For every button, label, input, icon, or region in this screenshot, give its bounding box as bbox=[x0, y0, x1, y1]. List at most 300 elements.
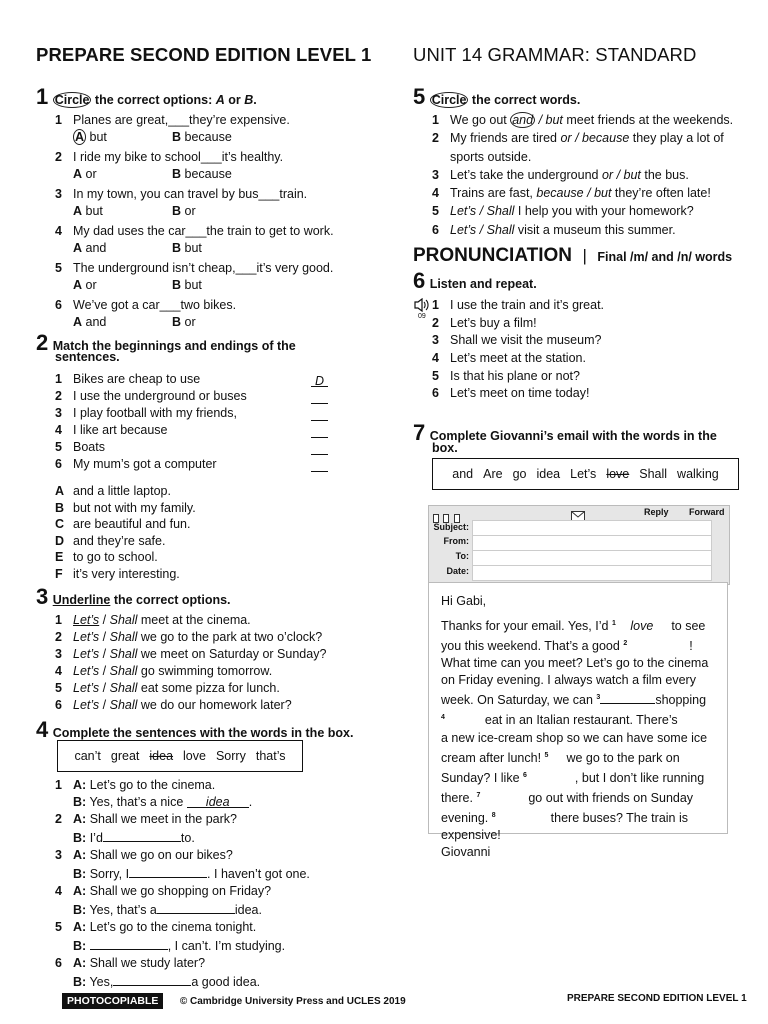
speaker-b: B: bbox=[73, 795, 87, 809]
separator: / bbox=[99, 630, 110, 644]
underline-word: Underline bbox=[52, 593, 111, 607]
email-text: a new ice-cream shop so we can have some ice bbox=[441, 730, 708, 745]
forward-button[interactable]: Forward bbox=[689, 507, 725, 517]
speaker-a: A: bbox=[73, 778, 87, 792]
item-rest: go swimming tomorrow. bbox=[137, 664, 273, 678]
email-line bbox=[441, 635, 715, 655]
box-word: walking bbox=[677, 467, 719, 481]
email-gap[interactable] bbox=[480, 790, 528, 802]
underline-item-3 bbox=[55, 646, 326, 663]
track-number: 09 bbox=[418, 313, 426, 320]
speaker-a: A: bbox=[73, 884, 87, 898]
line-b-start: Sorry, I bbox=[89, 867, 130, 881]
match-item-4 bbox=[55, 422, 345, 439]
option-shall[interactable]: Shall bbox=[109, 613, 138, 627]
dialogue-2-b bbox=[55, 828, 310, 847]
item-rest: we go to the park at two o’clock? bbox=[137, 630, 323, 644]
match-item-2 bbox=[55, 388, 345, 405]
option-a-text: and bbox=[85, 241, 107, 255]
option-letter-b: B bbox=[172, 130, 182, 144]
header-title-left: PREPARE SECOND EDITION LEVEL 1 bbox=[36, 44, 372, 65]
question-text: We’ve got a car___two bikes. bbox=[73, 298, 237, 312]
speaker-b: B: bbox=[73, 939, 87, 953]
line-b-start: I’d bbox=[89, 831, 103, 845]
option-a[interactable]: or bbox=[601, 167, 614, 182]
option-a[interactable]: because bbox=[536, 186, 584, 201]
option-shall[interactable]: Shall bbox=[109, 630, 138, 644]
to-field[interactable] bbox=[472, 550, 712, 566]
speaker-a: A: bbox=[73, 920, 87, 934]
item-number: 3 bbox=[55, 647, 62, 661]
match-item-6 bbox=[55, 456, 345, 473]
pron-text: Shall we visit the museum? bbox=[450, 333, 602, 348]
email-text: Sunday? I like bbox=[441, 770, 520, 785]
line-a: Shall we go on our bikes? bbox=[89, 848, 233, 862]
answer-blank[interactable] bbox=[157, 900, 235, 914]
pronunciation-items bbox=[432, 297, 604, 403]
footer-right: PREPARE SECOND EDITION LEVEL 1 bbox=[567, 993, 747, 1004]
item-pre: Let’s take the underground bbox=[450, 167, 602, 182]
option-b[interactable]: but bbox=[594, 186, 612, 201]
option-a[interactable] bbox=[73, 314, 172, 331]
item-post: meet friends at the weekends. bbox=[562, 113, 734, 127]
ending-text: and they’re safe. bbox=[73, 533, 166, 548]
line-b-end: a good idea. bbox=[191, 975, 261, 989]
option-letter-a: A bbox=[73, 167, 83, 181]
option-b[interactable] bbox=[172, 277, 271, 294]
option-b[interactable]: because bbox=[582, 131, 630, 146]
separator: / bbox=[99, 698, 110, 712]
email-text: week. On Saturday, we can bbox=[441, 693, 593, 708]
answer-blank[interactable] bbox=[311, 458, 328, 472]
separator: / bbox=[99, 613, 110, 627]
answer-blank[interactable] bbox=[129, 864, 207, 878]
item-rest: we do our homework later? bbox=[137, 698, 292, 712]
email-line bbox=[441, 767, 715, 787]
question-text: Planes are great,___they’re expensive. bbox=[73, 113, 290, 127]
item-number: 5 bbox=[432, 204, 439, 219]
underline-item-2 bbox=[55, 629, 326, 646]
email-text: evening. bbox=[441, 811, 489, 826]
header-title-right: UNIT 14 GRAMMAR: STANDARD bbox=[413, 44, 697, 65]
word-box-7 bbox=[432, 458, 739, 490]
option-shall[interactable]: Shall bbox=[109, 681, 138, 695]
email-text: on Friday evening. I always watch a film every bbox=[441, 673, 696, 688]
underline-item-1 bbox=[55, 612, 326, 629]
item-pre: My friends are tired bbox=[450, 131, 561, 146]
option-a[interactable]: Let’s bbox=[450, 204, 477, 219]
match-text: My mum’s got a computer bbox=[73, 457, 217, 471]
item-number: 5 bbox=[432, 368, 439, 383]
section-1-heading bbox=[36, 84, 257, 110]
email-text: expensive! bbox=[441, 828, 501, 843]
email-line bbox=[441, 730, 715, 747]
section-2-title-cont: sentences. bbox=[55, 350, 120, 364]
option-a[interactable]: and bbox=[512, 113, 534, 127]
question-6 bbox=[55, 297, 334, 314]
pron-text: Is that his plane or not? bbox=[450, 368, 580, 383]
pronunciation-heading: PRONUNCIATION | Final /m/ and /n/ words bbox=[413, 245, 733, 266]
dialogue-2-a bbox=[55, 811, 310, 828]
option-b-text: but bbox=[184, 241, 202, 255]
section-1-items bbox=[55, 112, 334, 331]
option-b-text: because bbox=[184, 130, 232, 144]
separator: / bbox=[476, 222, 487, 237]
item-number: 6 bbox=[55, 956, 62, 970]
question-1 bbox=[55, 112, 334, 129]
question-text: My dad uses the car___the train to get to work. bbox=[73, 224, 334, 238]
from-field[interactable] bbox=[472, 535, 712, 551]
box-word: idea bbox=[536, 467, 561, 481]
email-text: , but I don’t like running bbox=[574, 770, 705, 785]
item-number: 1 bbox=[432, 298, 439, 312]
item-post: they’re often late! bbox=[611, 186, 711, 201]
option-lets[interactable]: Let’s bbox=[73, 681, 100, 695]
pron-text: I use the train and it’s great. bbox=[450, 298, 605, 312]
separator: / bbox=[99, 664, 110, 678]
item-number: 6 bbox=[432, 386, 439, 401]
match-text: Bikes are cheap to use bbox=[73, 372, 201, 386]
item-number: 2 bbox=[55, 812, 62, 826]
speaker-b: B: bbox=[73, 867, 87, 881]
email-body bbox=[428, 582, 728, 860]
email-text: What time can you meet? Let’s go to the cinema bbox=[441, 656, 709, 671]
email-gap[interactable] bbox=[600, 691, 655, 704]
line-b-end: , I can’t. I’m studying. bbox=[167, 939, 286, 953]
speaker-b: B: bbox=[73, 831, 87, 845]
circle-item-4 bbox=[432, 185, 733, 202]
subject-field[interactable] bbox=[472, 520, 712, 536]
ending-letter: F bbox=[55, 566, 63, 581]
speaker-a: A: bbox=[73, 812, 87, 826]
date-label: Date: bbox=[446, 566, 469, 576]
item-post: the bus. bbox=[640, 167, 689, 182]
options-1 bbox=[55, 129, 334, 146]
option-b[interactable] bbox=[172, 203, 271, 220]
email-line bbox=[441, 844, 715, 861]
email-text: to see bbox=[671, 619, 706, 634]
item-number: 4 bbox=[55, 884, 62, 898]
ending-text: are beautiful and fun. bbox=[73, 517, 191, 531]
email-gap[interactable]: love bbox=[630, 619, 654, 634]
item-number: 3 bbox=[55, 187, 62, 201]
circle-item-1 bbox=[432, 112, 733, 129]
section-4-title: Complete the sentences with the words in the box. bbox=[52, 726, 354, 740]
box-word: great bbox=[110, 749, 140, 763]
speaker-b: B: bbox=[73, 975, 87, 989]
email-greeting: Hi Gabi, bbox=[441, 594, 487, 608]
item-pre: We go out bbox=[450, 113, 511, 127]
section-2-endings bbox=[55, 483, 196, 582]
option-b[interactable]: Shall bbox=[486, 204, 515, 219]
option-a-text: but bbox=[85, 204, 103, 218]
box-word: love bbox=[183, 749, 206, 763]
option-a[interactable] bbox=[73, 129, 172, 146]
option-lets[interactable]: Let’s bbox=[73, 698, 100, 712]
email-line bbox=[441, 593, 715, 610]
section-2-title: Match the beginnings and endings of the bbox=[52, 339, 296, 353]
subject-label: Subject: bbox=[433, 522, 469, 532]
option-b-text: or bbox=[184, 315, 196, 329]
option-a[interactable] bbox=[73, 240, 172, 257]
speaker-a: A: bbox=[73, 848, 87, 862]
box-word: love bbox=[606, 467, 630, 481]
option-b[interactable] bbox=[172, 240, 271, 257]
pron-item-2 bbox=[432, 315, 604, 332]
item-number: 6 bbox=[55, 457, 62, 471]
option-a[interactable]: Let’s bbox=[450, 222, 477, 237]
match-text: I play football with my friends, bbox=[73, 406, 237, 420]
email-gap[interactable] bbox=[527, 770, 575, 782]
item-post: they play a lot of bbox=[629, 131, 724, 146]
dialogue-3-a bbox=[55, 847, 310, 864]
dialogue-6-b bbox=[55, 972, 310, 991]
option-a-text: or bbox=[85, 278, 97, 292]
option-letter-a: A bbox=[73, 204, 83, 218]
circle-item-2 bbox=[432, 130, 733, 147]
word-box-4 bbox=[57, 740, 303, 772]
option-b[interactable]: but bbox=[545, 113, 563, 127]
item-number: 5 bbox=[55, 920, 62, 934]
dialogue-5-b bbox=[55, 936, 310, 955]
option-shall[interactable]: Shall bbox=[109, 664, 138, 678]
option-a[interactable] bbox=[73, 277, 172, 294]
item-number: 2 bbox=[432, 131, 439, 146]
answer-blank[interactable]: D bbox=[311, 373, 328, 387]
option-shall[interactable]: Shall bbox=[109, 698, 138, 712]
item-post: I help you with your homework? bbox=[514, 204, 694, 219]
option-a-text: and bbox=[85, 315, 107, 329]
from-label: From: bbox=[443, 536, 469, 546]
answer-blank[interactable] bbox=[311, 390, 328, 404]
option-lets[interactable]: Let’s bbox=[73, 664, 100, 678]
question-3 bbox=[55, 186, 334, 203]
option-lets[interactable]: Let’s bbox=[73, 630, 100, 644]
answer-blank[interactable] bbox=[311, 424, 328, 438]
email-line bbox=[441, 747, 715, 767]
email-text: cream after lunch! bbox=[441, 750, 542, 765]
section-5-items bbox=[432, 112, 733, 240]
separator: / bbox=[583, 186, 595, 201]
option-letter-b: B bbox=[172, 167, 182, 181]
option-letter-b: B bbox=[172, 241, 182, 255]
ending-text: and a little laptop. bbox=[73, 484, 171, 498]
email-text: eat in an Italian restaurant. There’s bbox=[484, 713, 678, 728]
item-number: 2 bbox=[55, 150, 62, 164]
option-shall[interactable]: Shall bbox=[109, 647, 138, 661]
circle-item-6 bbox=[432, 222, 733, 239]
item-number: 4 bbox=[432, 351, 439, 366]
circle-word: Circle bbox=[54, 93, 90, 107]
ending-letter: D bbox=[55, 533, 65, 548]
option-b[interactable] bbox=[172, 129, 271, 146]
line-a: Shall we go shopping on Friday? bbox=[89, 884, 272, 898]
item-number: 2 bbox=[55, 389, 62, 403]
option-b-text: or bbox=[184, 204, 196, 218]
item-rest: meet at the cinema. bbox=[137, 613, 251, 627]
option-a[interactable] bbox=[73, 203, 172, 220]
email-text: shopping bbox=[655, 693, 707, 708]
section-1-title: Circle the correct options: A or B. bbox=[54, 93, 257, 107]
question-text: In my town, you can travel by bus___train. bbox=[73, 187, 308, 201]
speaker-a: A: bbox=[73, 956, 87, 970]
question-text: I ride my bike to school___it’s healthy. bbox=[73, 150, 284, 164]
option-b[interactable]: Shall bbox=[486, 222, 515, 237]
dialogue-5-a bbox=[55, 919, 310, 936]
item-number: 3 bbox=[55, 848, 62, 862]
ending-text: it’s very interesting. bbox=[73, 566, 180, 581]
email-gap[interactable] bbox=[627, 638, 689, 650]
email-signature: Giovanni bbox=[441, 845, 491, 860]
question-4 bbox=[55, 223, 334, 240]
item-number: 5 bbox=[55, 681, 62, 695]
email-gap[interactable] bbox=[548, 750, 566, 762]
dialogue-4-b bbox=[55, 900, 310, 919]
match-item-1 bbox=[55, 371, 345, 388]
item-number: 1 bbox=[55, 613, 62, 627]
gap-number: 3 bbox=[596, 694, 601, 702]
option-letter-b: B bbox=[172, 204, 182, 218]
ending-text: but not with my family. bbox=[73, 500, 196, 515]
email-text: ! bbox=[689, 639, 693, 654]
pron-item-5 bbox=[432, 368, 604, 385]
separator: / bbox=[476, 204, 487, 219]
email-gap[interactable] bbox=[496, 810, 551, 822]
option-a[interactable]: or bbox=[560, 131, 572, 146]
item-number: 4 bbox=[432, 186, 439, 201]
answer-blank[interactable] bbox=[311, 407, 328, 421]
email-line bbox=[441, 827, 715, 844]
pron-text: Let’s meet at the station. bbox=[450, 351, 586, 366]
box-word: Are bbox=[483, 467, 503, 481]
item-number: 4 bbox=[55, 224, 62, 238]
separator: / bbox=[99, 647, 110, 661]
dialogue-3-b bbox=[55, 864, 310, 883]
box-word: Sorry bbox=[215, 749, 246, 763]
pron-text: Let’s buy a film! bbox=[450, 315, 537, 330]
options-6 bbox=[55, 314, 334, 331]
line-a: Shall we meet in the park? bbox=[89, 812, 237, 826]
line-b-start: Yes, that’s a nice bbox=[89, 795, 187, 809]
item-number: 1 bbox=[55, 778, 62, 792]
box-word: that’s bbox=[255, 749, 286, 763]
box-word: and bbox=[452, 467, 474, 481]
email-header-panel bbox=[428, 505, 730, 585]
item-number: 5 bbox=[55, 261, 62, 275]
section-3-heading: 3 Underline the correct options. bbox=[36, 584, 231, 609]
email-line bbox=[441, 787, 715, 807]
ending-F bbox=[55, 566, 196, 583]
option-lets[interactable]: Let’s bbox=[73, 613, 100, 627]
item-rest: eat some pizza for lunch. bbox=[137, 681, 280, 695]
email-text: you this weekend. That’s a good bbox=[441, 639, 620, 654]
box-word: Let’s bbox=[570, 467, 597, 481]
email-line bbox=[441, 807, 715, 827]
item-number: 6 bbox=[432, 222, 439, 237]
section-6-heading: 6 Listen and repeat. bbox=[413, 268, 537, 293]
option-b-text: but bbox=[184, 278, 202, 292]
item-number: 4 bbox=[55, 423, 62, 437]
item-number: 5 bbox=[55, 440, 62, 454]
ending-letter: C bbox=[55, 517, 65, 531]
option-a-text: or bbox=[85, 167, 97, 181]
answer-blank[interactable] bbox=[103, 828, 181, 842]
email-text: there buses? The train is bbox=[550, 811, 689, 826]
item-number: 1 bbox=[432, 113, 439, 127]
answer-blank[interactable]: idea bbox=[187, 794, 249, 808]
reply-button[interactable]: Reply bbox=[644, 507, 669, 517]
item-number: 2 bbox=[55, 630, 62, 644]
dialogue-1-b bbox=[55, 794, 310, 811]
gap-number: 4 bbox=[441, 714, 445, 722]
option-letter-a: A bbox=[75, 130, 85, 144]
dialogue-1-a bbox=[55, 777, 310, 794]
match-text: Boats bbox=[73, 440, 105, 454]
item-number: 3 bbox=[55, 406, 62, 420]
pron-item-6 bbox=[432, 385, 604, 402]
copyright: © Cambridge University Press and UCLES 2019 bbox=[179, 996, 406, 1007]
option-b[interactable]: but bbox=[623, 167, 641, 182]
box-word: idea bbox=[149, 749, 174, 763]
email-gap[interactable] bbox=[445, 713, 485, 725]
ending-text: to go to school. bbox=[73, 550, 158, 564]
item-number: 3 bbox=[432, 333, 439, 348]
match-item-5 bbox=[55, 439, 345, 456]
line-b-start: Yes, that’s a bbox=[89, 903, 157, 917]
separator: / bbox=[571, 131, 583, 146]
ending-C bbox=[55, 516, 196, 533]
question-5 bbox=[55, 260, 334, 277]
email-text: there. bbox=[441, 791, 473, 806]
option-b[interactable] bbox=[172, 166, 271, 183]
item-number: 6 bbox=[55, 298, 62, 312]
option-b-text: because bbox=[184, 167, 232, 181]
email-line bbox=[441, 615, 715, 635]
option-lets[interactable]: Let’s bbox=[73, 647, 100, 661]
email-line bbox=[441, 655, 715, 672]
item-number: 3 bbox=[432, 167, 439, 182]
dialogue-6-a bbox=[55, 955, 310, 972]
date-field[interactable] bbox=[472, 565, 712, 581]
ending-A bbox=[55, 483, 196, 500]
dialogue-4-a bbox=[55, 883, 310, 900]
underline-item-4 bbox=[55, 663, 326, 680]
ending-letter: B bbox=[55, 500, 65, 515]
email-line bbox=[441, 689, 715, 709]
answer-blank[interactable] bbox=[90, 936, 168, 950]
gap-number: 6 bbox=[523, 771, 527, 779]
answer-blank[interactable] bbox=[311, 441, 328, 455]
option-a[interactable] bbox=[73, 166, 172, 183]
separator: / bbox=[99, 681, 110, 695]
match-item-3 bbox=[55, 405, 345, 422]
option-a-text: but bbox=[89, 130, 107, 144]
circle-item-2-cont: sports outside. bbox=[450, 149, 532, 164]
item-number: 1 bbox=[55, 372, 62, 386]
option-letter-a: A bbox=[73, 241, 83, 255]
ending-B bbox=[55, 500, 196, 517]
option-b[interactable] bbox=[172, 314, 271, 331]
box-word: go bbox=[512, 467, 527, 481]
answer-blank[interactable] bbox=[113, 972, 191, 986]
gap-number: 1 bbox=[611, 620, 616, 627]
line-b-end: . I haven’t got one. bbox=[207, 867, 310, 881]
match-text: I use the underground or buses bbox=[73, 389, 247, 403]
item-number: 1 bbox=[55, 113, 62, 127]
line-a: Let’s go to the cinema tonight. bbox=[89, 920, 257, 934]
pron-text: Let’s meet on time today! bbox=[450, 386, 590, 401]
option-letter-a: A bbox=[73, 315, 83, 329]
